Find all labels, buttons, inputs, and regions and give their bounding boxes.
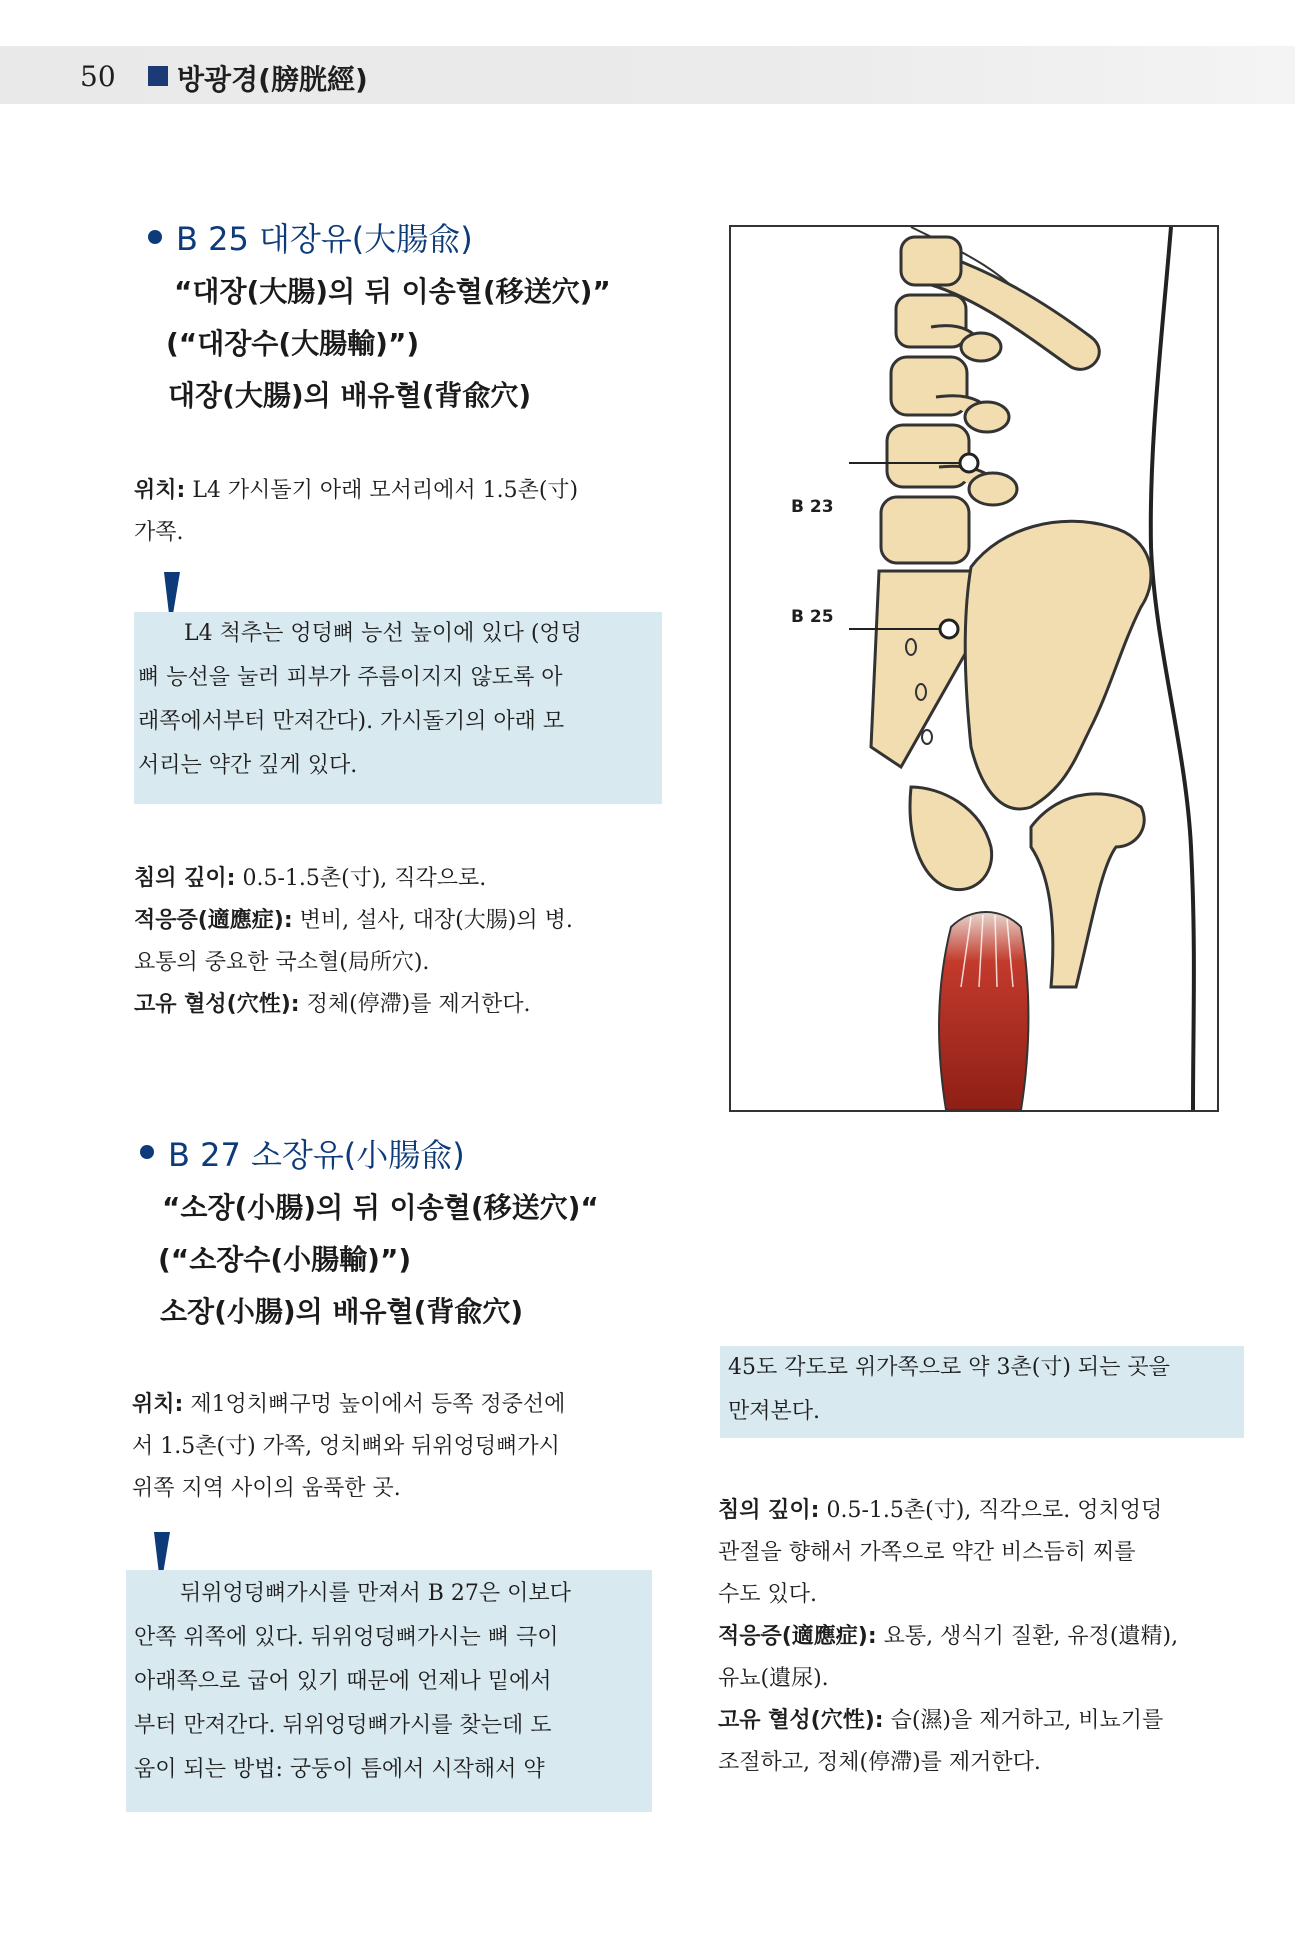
note-line: 만져본다. bbox=[728, 1399, 821, 1424]
location-line: L4 가시돌기 아래 모서리에서 1.5촌(寸) bbox=[192, 478, 579, 503]
property-text: 정체(停滯)를 제거한다. bbox=[306, 992, 531, 1017]
entry-subtitle: “대장(大腸)의 뒤 이송혈(移送穴)” bbox=[174, 275, 611, 308]
location-paragraph bbox=[132, 1384, 712, 1510]
note-text bbox=[134, 1572, 650, 1792]
indication-text: 요통의 중요한 국소혈(局所穴). bbox=[134, 950, 430, 975]
indication-text: 변비, 설사, 대장(大腸)의 병. bbox=[299, 908, 573, 933]
depth-text: 수도 있다. bbox=[718, 1582, 817, 1607]
details-paragraph bbox=[134, 858, 714, 1026]
depth-label: 침의 깊이: bbox=[134, 866, 236, 891]
location-label: 위치: bbox=[132, 1392, 184, 1417]
note-line: 아래쪽으로 굽어 있기 때문에 언제나 밑에서 bbox=[134, 1669, 552, 1694]
location-paragraph bbox=[134, 470, 694, 554]
indication-text: 유뇨(遺尿). bbox=[718, 1666, 829, 1691]
note-line: 뒤위엉덩뼈가시를 만져서 B 27은 이보다 bbox=[180, 1581, 571, 1606]
bullet-icon bbox=[148, 230, 162, 244]
indication-text: 요통, 생식기 질환, 유정(遺精), bbox=[883, 1624, 1179, 1649]
location-line: 제1엉치뼈구멍 높이에서 등쪽 정중선에 bbox=[190, 1392, 566, 1417]
note-line: 움이 되는 방법: 궁둥이 틈에서 시작해서 약 bbox=[134, 1757, 545, 1782]
entry-title-b25: B 25 대장유(大腸兪) bbox=[176, 220, 473, 258]
anatomy-figure bbox=[729, 225, 1219, 1112]
location-line: 위쪽 지역 사이의 움푹한 곳. bbox=[132, 1476, 401, 1501]
location-label: 위치: bbox=[134, 478, 186, 503]
note-line: 45도 각도로 위가쪽으로 약 3촌(寸) 되는 곳을 bbox=[728, 1355, 1170, 1380]
property-text: 조절하고, 정체(停滯)를 제거한다. bbox=[718, 1750, 1041, 1775]
entry-alias: (“소장수(小腸輸)”) bbox=[158, 1243, 412, 1276]
entry-subtitle: “소장(小腸)의 뒤 이송혈(移送穴)“ bbox=[162, 1191, 599, 1224]
entry-title-b27: B 27 소장유(小腸兪) bbox=[168, 1136, 465, 1174]
lumbar-pelvis-illustration bbox=[731, 227, 1217, 1110]
note-line: 뼈 능선을 눌러 피부가 주름이지지 않도록 아 bbox=[138, 665, 563, 690]
details-paragraph bbox=[718, 1490, 1258, 1784]
indication-label: 적응증(適應症): bbox=[134, 908, 293, 933]
property-label: 고유 혈성(穴性): bbox=[718, 1708, 884, 1733]
entry-category: 대장(大腸)의 배유혈(背兪穴) bbox=[168, 379, 532, 412]
location-line: 서 1.5촌(寸) 가쪽, 엉치뼈와 뒤위엉덩뼈가시 bbox=[132, 1434, 560, 1459]
bullet-icon bbox=[140, 1145, 154, 1159]
note-line: 서리는 약간 깊게 있다. bbox=[138, 753, 358, 778]
note-text bbox=[138, 612, 662, 788]
depth-text: 관절을 향해서 가쪽으로 약간 비스듬히 찌를 bbox=[718, 1540, 1136, 1565]
depth-text: 0.5-1.5촌(寸), 직각으로. bbox=[242, 866, 487, 891]
chapter-title: 방광경(膀胱經) bbox=[177, 63, 368, 96]
chapter-square-icon bbox=[148, 66, 168, 86]
depth-label: 침의 깊이: bbox=[718, 1498, 820, 1523]
indication-label: 적응증(適應症): bbox=[718, 1624, 877, 1649]
note-line: 래쪽에서부터 만져간다). 가시돌기의 아래 모 bbox=[138, 709, 565, 734]
figure-label-b23: B 23 bbox=[791, 497, 834, 517]
page-number: 50 bbox=[80, 60, 116, 93]
note-line: 부터 만져간다. 뒤위엉덩뼈가시를 찾는데 도 bbox=[134, 1713, 552, 1738]
property-label: 고유 혈성(穴性): bbox=[134, 992, 300, 1017]
property-text: 습(濕)을 제거하고, 비뇨기를 bbox=[890, 1708, 1164, 1733]
note-line: 안쪽 위쪽에 있다. 뒤위엉덩뼈가시는 뼈 극이 bbox=[134, 1625, 559, 1650]
entry-category: 소장(小腸)의 배유혈(背兪穴) bbox=[160, 1295, 524, 1328]
entry-alias: (“대장수(大腸輸)”) bbox=[166, 327, 420, 360]
location-line: 가쪽. bbox=[134, 520, 184, 545]
note-text-continued bbox=[728, 1346, 1244, 1434]
note-line: L4 척추는 엉덩뼈 능선 높이에 있다 (엉덩 bbox=[184, 621, 582, 646]
figure-label-b25: B 25 bbox=[791, 607, 834, 627]
depth-text: 0.5-1.5촌(寸), 직각으로. 엉치엉덩 bbox=[826, 1498, 1163, 1523]
